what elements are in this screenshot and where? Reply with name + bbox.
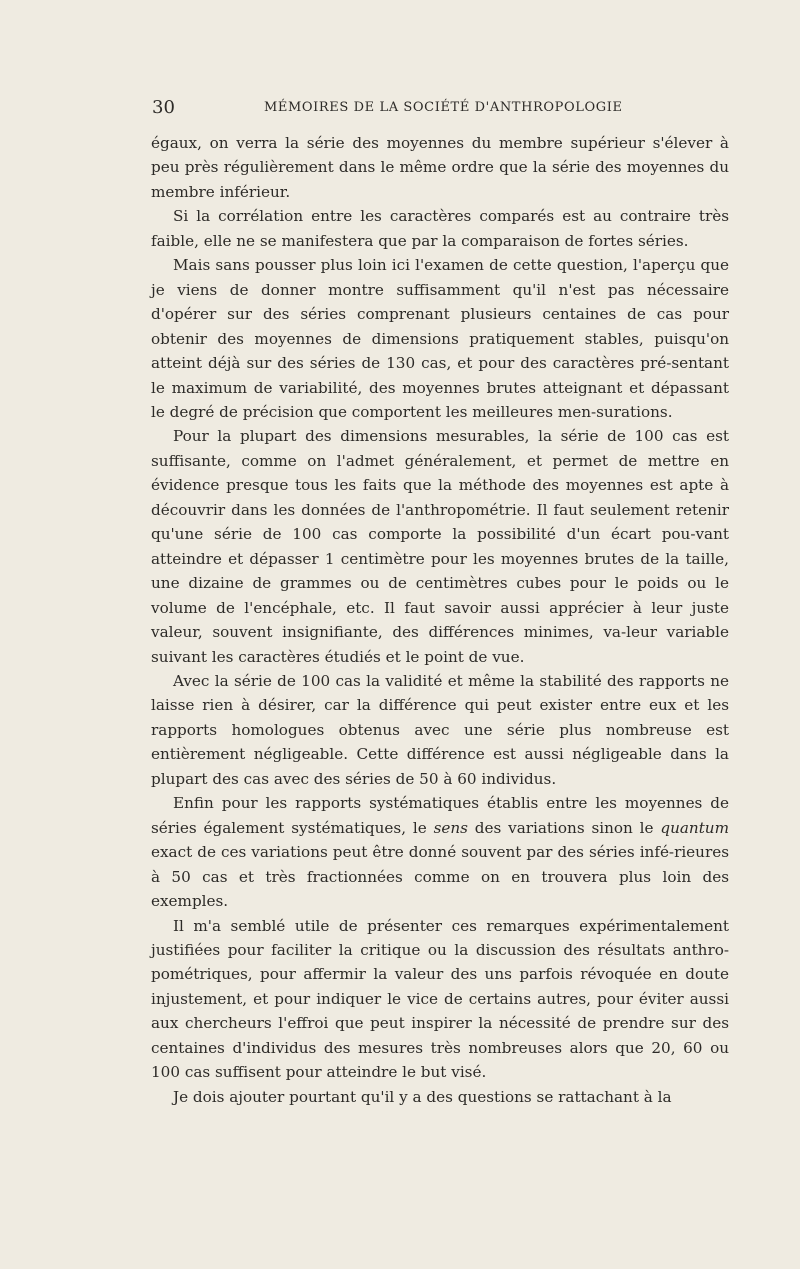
italic-quantum: quantum [660,818,729,837]
paragraph-8: Je dois ajouter pourtant qu'il y a des questions se rattachant à la [173,1087,672,1106]
paragraph-6 [151,791,729,913]
paragraph-6-part-3: exact de ces variations peut être donné souvent par des séries infé-rieures à 50 cas et très fractionnées comme on en trouvera plus loin des exemples. [151,843,729,911]
paragraph-7: Il m'a semblé utile de présenter ces remarques expérimentalement justifiées pour faciliter la critique ou la discussion des résultats anthro-pométriques, pour affermir la valeur des uns parfois révoquée en doute injustement, et pour indiquer le vice de certains autres, pour éviter aussi aux chercheurs l'effroi que peut inspirer la nécessité de prendre sur des centaines d'individus des mesures très nombreuses alors que 20, 60 ou 100 cas suffisent pour atteindre le but visé. [151,916,729,1082]
paragraph-6-part-2: des variations sinon le [467,818,661,837]
running-title: MÉMOIRES DE LA SOCIÉTÉ D'ANTHROPOLOGIE [264,100,623,115]
paragraph-2: Si la corrélation entre les caractères comparés est au contraire très faible, elle ne se manifestera que par la comparaison de fortes séries. [151,207,729,250]
body-text [151,131,729,1109]
paragraph-3: Mais sans pousser plus loin ici l'examen de cette question, l'aperçu que je viens de donner montre suffisamment qu'il n'est pas nécessaire d'opérer sur des séries comprenant plusieurs centaines de cas pour obtenir des moyennes de dimensions pratiquement stables, puisqu'on atteint déjà sur des séries de 130 cas, et pour des caractères pré-sentant le maximum de variabilité, des moyennes brutes atteignant et dépassant le degré de précision que comportent les meilleures men-surations. [151,256,729,421]
paragraph-1: égaux, on verra la série des moyennes du membre supérieur s'élever à peu près régulièrement dans le même ordre que la série des moyennes du membre inférieur. [151,134,729,201]
paragraph-5: Avec la série de 100 cas la validité et même la stabilité des rapports ne laisse rien à désirer, car la différence qui peut exister entre eux et les rapports homologues obtenus avec une série plus nombreuse est entièrement négligeable. Cette différence est aussi négligeable dans la plupart des cas avec des séries de 50 à 60 individus. [151,671,729,788]
page-number: 30 [152,97,175,118]
italic-sens: sens [433,818,468,837]
paragraph-6-part-1: Enfin pour les rapports systématiques établis entre les moyennes de séries également systématiques, le [151,794,729,837]
paragraph-4: Pour la plupart des dimensions mesurables, la série de 100 cas est suffisante, comme on l'admet généralement, et permet de mettre en évidence presque tous les faits que la méthode des moyennes est apte à découvrir dans les données de l'anthropométrie. Il faut seulement retenir qu'une série de 100 cas comporte la possibilité d'un écart pou-vant atteindre et dépasser 1 centimètre pour les moyennes brutes de la taille, une dizaine de grammes ou de centimètres cubes pour le poids ou le volume de l'encéphale, etc. Il faut savoir aussi apprécier à leur juste valeur, souvent insignifiante, des différences minimes, va-leur variable suivant les caractères étudiés et le point de vue. [151,427,729,666]
page-header [152,97,728,121]
